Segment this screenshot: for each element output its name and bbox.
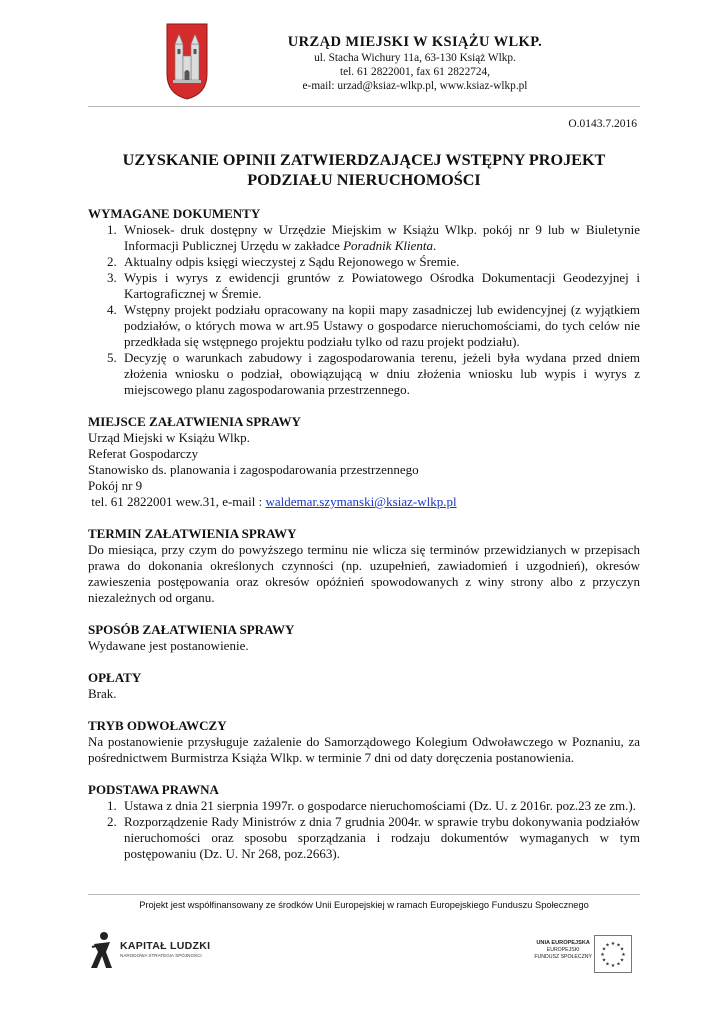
document-body xyxy=(88,206,640,878)
section-fees xyxy=(88,670,640,702)
section-heading: TERMIN ZAŁATWIENIA SPRAWY xyxy=(88,526,297,541)
logo-left-title: KAPITAŁ LUDZKI xyxy=(120,940,211,952)
title-line-1: UZYSKANIE OPINII ZATWIERDZAJĄCEJ WSTĘPNY PROJEKT xyxy=(122,151,606,169)
svg-text:★: ★ xyxy=(610,941,616,947)
eu-line-2: EUROPEJSKI xyxy=(546,946,580,953)
section-term xyxy=(88,526,640,606)
section-heading: PODSTAWA PRAWNA xyxy=(88,782,219,797)
svg-text:★: ★ xyxy=(616,942,621,949)
place-line: Referat Gospodarczy xyxy=(88,446,199,461)
svg-text:★: ★ xyxy=(600,952,605,958)
section-legal-basis xyxy=(88,782,640,862)
place-line: Urząd Miejski w Książu Wlkp. xyxy=(88,430,250,445)
section-heading: WYMAGANE DOKUMENTY xyxy=(88,206,261,221)
list-item: 2. Rozporządzenie Rady Ministrów z dnia 7 grudnia 2004r. w sprawie trybu dokonywania podziałów nieruchomości oraz sposobu sporządzania i rodzaju dokumentów wymaganych w tym postępowaniu (Dz. U. Nr 268, poz.2663). xyxy=(120,814,640,862)
svg-text:★: ★ xyxy=(601,946,607,953)
reference-number: O.0143.7.2016 xyxy=(568,118,637,130)
logo-left-subtitle: NARODOWA STRATEGIA SPÓJNOŚCI xyxy=(120,953,202,958)
list-item: 1. Ustawa z dnia 21 sierpnia 1997r. o gospodarce nieruchomościami (Dz. U. z 2016r. poz.23 ze zm.). xyxy=(120,798,640,814)
svg-text:★: ★ xyxy=(621,952,626,958)
section-method xyxy=(88,622,640,654)
section-required-documents xyxy=(88,206,640,398)
list-item: 1. Wniosek- druk dostępny w Urzędzie Miejskim w Książu Wlkp. pokój nr 9 lub w Biuletynie Informacji Publicznej Urzędu w zakładce Poradnik Klienta. xyxy=(120,222,640,254)
coat-of-arms-logo xyxy=(165,22,209,100)
human-figure-icon xyxy=(90,930,114,970)
svg-text:★: ★ xyxy=(601,957,607,964)
term-text: Do miesiąca, przy czym do powyższego terminu nie wlicza się terminów przewidzianych w przepisach prawa do dokonania określonych czynności (np. uzupełnień, zawiadomień i uzgodnień), okresów zawieszenia postępowania oraz okresów opóźnień spowodowanych z winy strony albo z przyczyn niezależnych od organu. xyxy=(88,542,640,605)
required-documents-list xyxy=(88,222,640,398)
svg-text:★: ★ xyxy=(616,961,621,968)
title-line-2: PODZIAŁU NIERUCHOMOŚCI xyxy=(247,171,481,189)
section-heading: MIEJSCE ZAŁATWIENIA SPRAWY xyxy=(88,414,301,429)
page-title xyxy=(88,150,640,190)
footer-divider xyxy=(88,894,640,895)
letterhead xyxy=(235,34,595,93)
list-item: 2. Aktualny odpis księgi wieczystej z Sądu Rejonowego w Śremie. xyxy=(120,254,640,270)
office-name: URZĄD MIEJSKI W KSIĄŻU WLKP. xyxy=(287,34,543,50)
header-divider xyxy=(88,106,640,107)
eu-stars-icon xyxy=(594,935,632,973)
footer-note: Projekt jest współfinansowany ze środków Unii Europejskiej w ramach Europejskiego Funduszu Społecznego xyxy=(139,900,589,910)
place-line: Stanowisko ds. planowania i zagospodarowania przestrzennego xyxy=(88,462,419,477)
legal-basis-list xyxy=(88,798,640,862)
method-text: Wydawane jest postanowienie. xyxy=(88,638,249,653)
section-place xyxy=(88,414,640,510)
office-phone: tel. 61 2822001, fax 61 2822724, xyxy=(340,66,490,78)
list-item: 3. Wypis i wyrys z ewidencji gruntów z Powiatowego Ośrodka Dokumentacji Geodezyjnej i Kartograficznej w Śremie. xyxy=(120,270,640,302)
section-heading: SPOSÓB ZAŁATWIENIA SPRAWY xyxy=(88,622,295,637)
kapital-ludzki-logo xyxy=(90,928,230,972)
place-contact: tel. 61 2822001 wew.31, e-mail : waldemar.szymanski@ksiaz-wlkp.pl xyxy=(88,494,457,509)
list-item: 4. Wstępny projekt podziału opracowany na kopii mapy zasadniczej lub ewidencyjnej (z wyjątkiem podziałów, o których mowa w art.95 Ustawy o gospodarce nieruchomościami, do tych celów nie przedkłada się wstępnego projektu podziału tylko od razu projekt podziału). xyxy=(120,302,640,350)
svg-text:★: ★ xyxy=(610,963,616,969)
svg-text:★: ★ xyxy=(619,946,625,953)
section-appeal xyxy=(88,718,640,766)
section-heading: TRYB ODWOŁAWCZY xyxy=(88,718,227,733)
fees-text: Brak. xyxy=(88,686,117,701)
svg-text:★: ★ xyxy=(605,942,610,949)
office-address: ul. Stacha Wichury 11a, 63-130 Książ Wlkp. xyxy=(314,52,516,64)
appeal-text: Na postanowienie przysługuje zażalenie do Samorządowego Kolegium Odwoławczego w Poznaniu, za pośrednictwem Burmistrza Książa Wlkp. w terminie 7 dni od daty doręczenia postanowienia. xyxy=(88,734,640,765)
office-email: e-mail: urzad@ksiaz-wlkp.pl, www.ksiaz-wlkp.pl xyxy=(302,80,528,92)
place-line: Pokój nr 9 xyxy=(88,478,143,493)
eu-logo xyxy=(520,935,632,971)
svg-text:★: ★ xyxy=(619,957,625,964)
eu-logo-text xyxy=(534,940,592,960)
list-item: 5. Decyzję o warunkach zabudowy i zagospodarowania terenu, jeżeli była wydana przed dniem złożenia wniosku o podział, obowiązującą w dniu złożenia wniosku lub wypis i wyrys z miejscowego planu zagospodarowania przestrzennego. xyxy=(120,350,640,398)
section-heading: OPŁATY xyxy=(88,670,142,685)
eu-line-1: UNIA EUROPEJSKA xyxy=(536,940,590,946)
contact-email-link[interactable]: waldemar.szymanski@ksiaz-wlkp.pl xyxy=(265,494,457,509)
eu-line-3: FUNDUSZ SPOŁECZNY xyxy=(534,953,592,960)
svg-text:★: ★ xyxy=(605,961,610,968)
